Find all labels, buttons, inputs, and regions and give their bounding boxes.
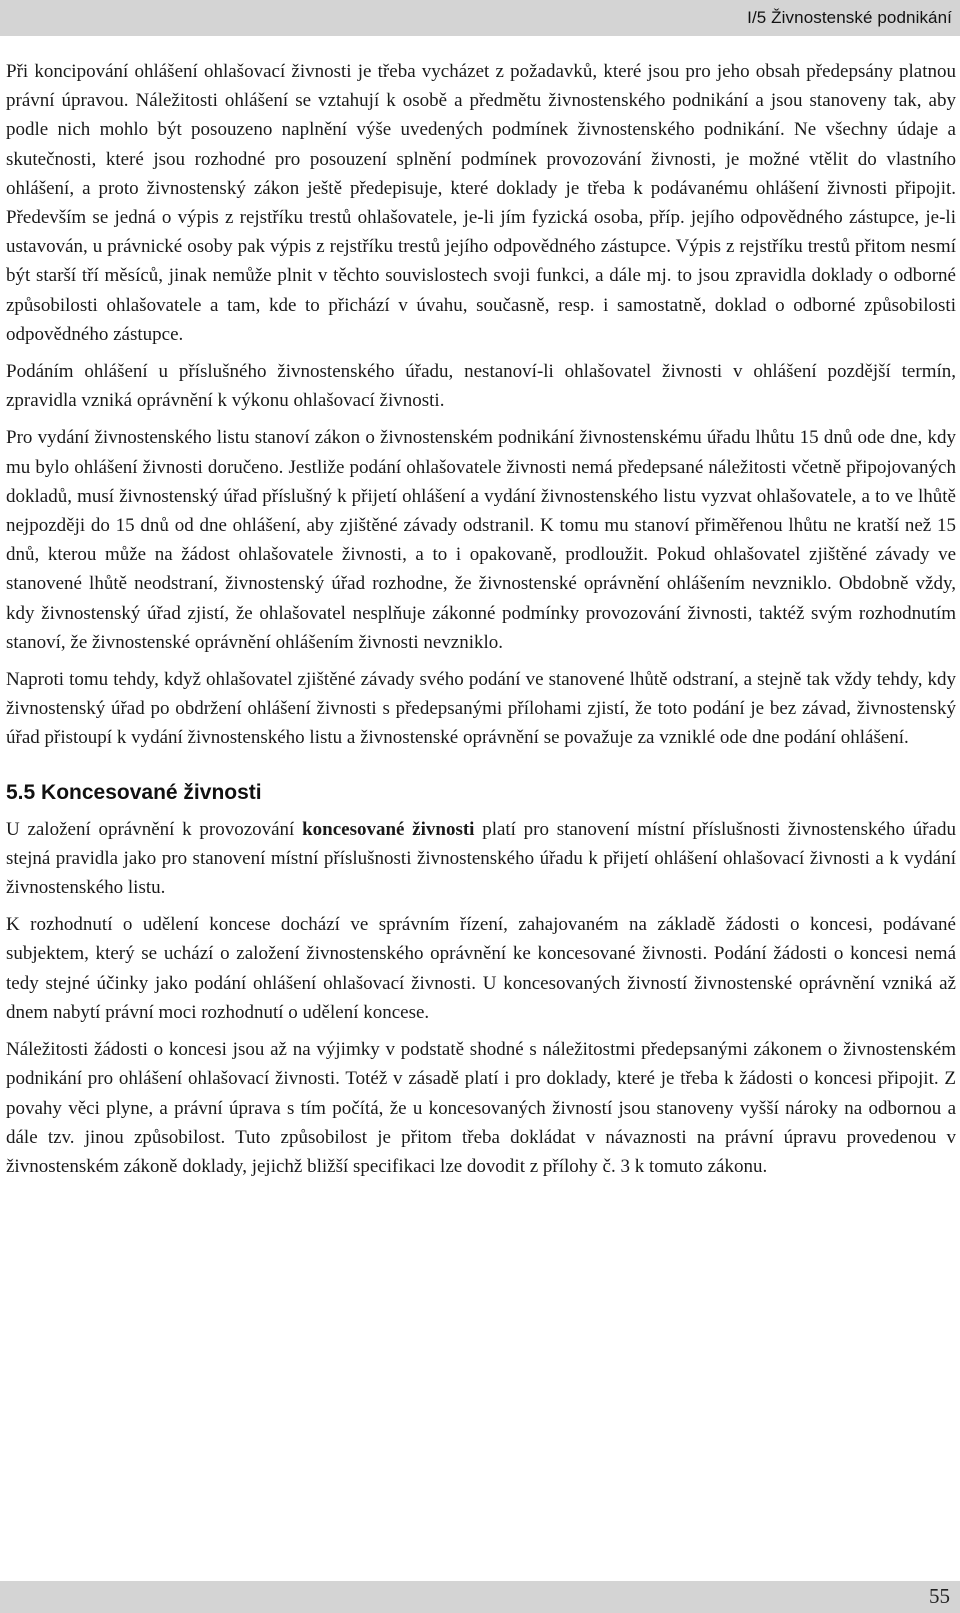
- section-title: Koncesované živnosti: [41, 780, 262, 804]
- page-number: 55: [929, 1584, 950, 1608]
- body-paragraph: Podáním ohlášení u příslušného živnostenského úřadu, nestanoví-li ohlašovatel živnosti v ohlášení pozdější termín, zpravidla vzniká oprávnění k výkonu ohlašovací živnosti.: [6, 361, 956, 412]
- running-header-title: I/5 Živnostenské podnikání: [747, 8, 952, 27]
- emphasized-term: koncesované živnosti: [302, 818, 475, 840]
- section-number: 5.5: [6, 780, 36, 804]
- body-paragraph: K rozhodnutí o udělení koncese dochází ve správním řízení, zahajovaném na základě žádosti o koncesi, podávané subjektem, který se uchází o založení živnostenského oprávnění ke koncesované živnosti. Podání žádosti o koncesi nemá tedy stejné účinky jako podání ohlášení ohlašovací živnosti. U koncesovaných živností živnostenské oprávnění vzniká až dnem nabytí právní moci rozhodnutí o udělení koncese.: [6, 914, 956, 1023]
- body-paragraph: Pro vydání živnostenského listu stanoví zákon o živnostenském podnikání živnostenskému úřadu lhůtu 15 dnů ode dne, kdy mu bylo ohlášení živnosti doručeno. Jestliže podání ohlašovatele živnosti nemá předepsané náležitosti včetně připojovaných dokladů, musí živnostenský úřad příslušný k přijetí ohlášení a vydání živnostenského listu vyzvat ohlašovatele, a to ve lhůtě nejpozději do 15 dnů od dne ohlášení, aby zjištěné závady odstranil. K tomu mu stanoví přiměřenou lhůtu ne kratší než 15 dnů, kterou může na žádost ohlašovatele živnosti, a to i opakovaně, prodloužit. Pokud ohlašovatel zjištěné závady ve stanovené lhůtě neodstraní, živnostenský úřad rozhodne, že živnostenské oprávnění ohlášením nevzniklo. Obdobně vždy, kdy živnostenský úřad zjistí, že ohlašovatel nesplňuje zákonné podmínky provozování živnosti, taktéž svým rozhodnutím stanoví, že živnostenské oprávnění ohlášením živnosti nevzniklo.: [6, 427, 956, 653]
- body-paragraph: Naproti tomu tehdy, když ohlašovatel zjištěné závady svého podání ve stanovené lhůtě odstraní, a stejně tak vždy tehdy, kdy živnostenský úřad po obdržení ohlášení živnosti s předepsanými přílohami zjistí, že toto podání je bez závad, živnostenský úřad přistoupí k vydání živnostenského listu a živnostenské oprávnění se považuje za vzniklé ode dne podání ohlášení.: [6, 669, 956, 749]
- paragraph-lead-text: U založení oprávnění k provozování: [6, 818, 303, 840]
- body-paragraph: Náležitosti žádosti o koncesi jsou až na výjimky v podstatě shodné s náležitostmi předepsanými zákonem o živnostenském podnikání pro ohlášení ohlašovací živnosti. Totéž v zásadě platí i pro doklady, které je třeba k žádosti o koncesi připojit. Z povahy věci plyne, a právní úprava s tím počítá, že u koncesovaných živností jsou stanoveny vyšší nároky na odbornou a dále tzv. jinou způsobilost. Tuto způsobilost je přitom třeba dokládat v návaznosti na právní úpravu provedenou v živnostenském zákoně doklady, jejichž bližší specifikaci lze dovodit z přílohy č. 3 k tomuto zákonu.: [6, 1039, 956, 1177]
- page-body: [6, 57, 956, 1189]
- body-paragraph: [6, 815, 956, 903]
- page-footer: [0, 1581, 960, 1613]
- section-heading: [6, 779, 956, 807]
- body-paragraph: Při koncipování ohlášení ohlašovací živnosti je třeba vycházet z požadavků, které jsou pro jeho obsah předepsány platnou právní úpravou. Náležitosti ohlášení se vztahují k osobě a předmětu živnostenského podnikání a jsou stanoveny tak, aby podle nich mohlo být posouzeno naplnění výše uvedených podmínek živnostenského podnikání. Ne všechny údaje a skutečnosti, které jsou rozhodné pro posouzení splnění podmínek provozování živnosti, je možné vtělit do vlastního ohlášení, a proto živnostenský zákon ještě předepisuje, které doklady je třeba k podávanému ohlášení živnosti připojit. Především se jedná o výpis z rejstříku trestů ohlašovatele, je-li jím fyzická osoba, příp. jejího odpovědného zástupce, je-li ustavován, u právnické osoby pak výpis z rejstříku trestů jejího odpovědného zástupce. Výpis z rejstříku trestů přitom nesmí být starší tří měsíců, jinak nemůže plnit v těchto souvislostech svoji funkci, a dále mj. to jsou zpravidla doklady o odborné způsobilosti ohlašovatele a tam, kde to přichází v úvahu, současně, resp. i samostatně, doklad o odborné způsobilosti odpovědného zástupce.: [6, 61, 956, 345]
- running-header: [0, 0, 960, 36]
- paragraph-rest-text: platí pro stanovení místní příslušnosti živnostenského úřadu stejná pravidla jako pro stanovení místní příslušnosti živnostenského úřadu k přijetí ohlášení ohlašovací živnosti a k vydání živnostenského listu.: [6, 818, 956, 899]
